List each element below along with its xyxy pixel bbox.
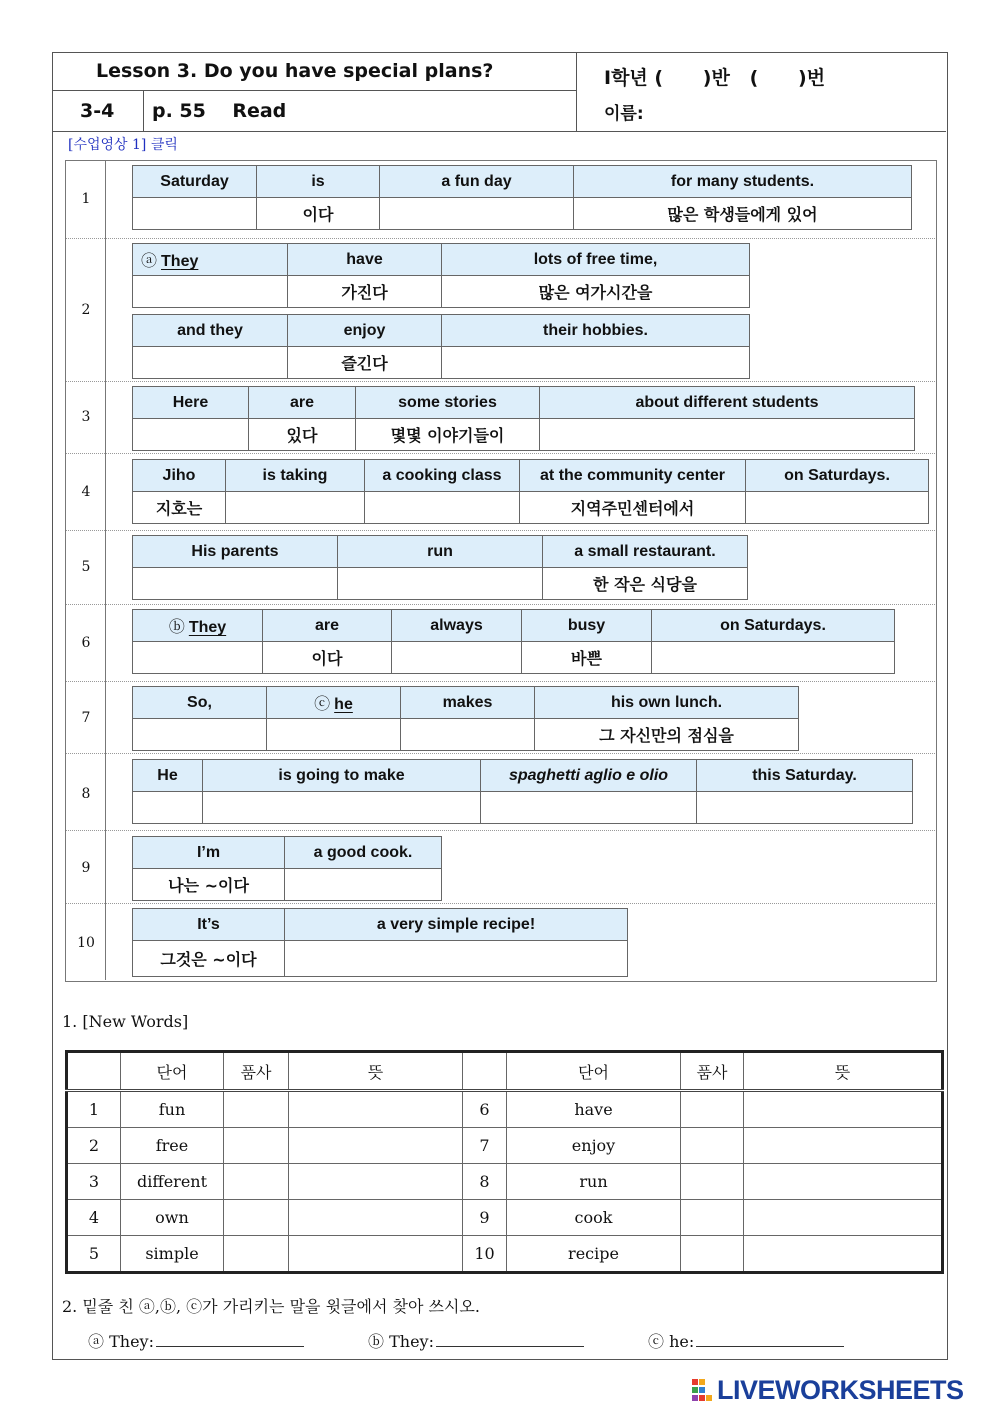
word: recipe — [507, 1236, 681, 1273]
pos-input[interactable] — [224, 1164, 289, 1200]
en-chunk: Here — [133, 387, 249, 419]
ko-chunk: 그것은 ~이다 — [133, 941, 285, 977]
meaning-input[interactable] — [289, 1164, 463, 1200]
ko-chunk: 많은 여가시간을 — [442, 276, 750, 308]
ko-answer-input[interactable] — [133, 347, 288, 379]
row-number: 5 — [81, 559, 91, 575]
en-chunk: I’m — [133, 837, 285, 869]
word: simple — [121, 1236, 224, 1273]
ko-answer-input[interactable] — [285, 941, 628, 977]
en-chunk: Jiho — [133, 460, 226, 492]
pos-input[interactable] — [224, 1200, 289, 1236]
en-chunk: busy — [522, 610, 652, 642]
ko-chunk: 지역주민센터에서 — [520, 492, 746, 524]
header-divider — [52, 90, 576, 91]
underlined-word: They — [188, 619, 227, 636]
word: fun — [121, 1091, 224, 1128]
liveworksheets-logo — [692, 1376, 990, 1404]
answer-c-input[interactable] — [696, 1332, 844, 1347]
word-number: 8 — [463, 1164, 507, 1200]
row-number: 10 — [77, 935, 95, 951]
en-chunk: makes — [401, 687, 535, 719]
ko-answer-input[interactable] — [338, 568, 543, 600]
word-number: 3 — [67, 1164, 121, 1200]
en-chunk: He — [133, 760, 203, 792]
ko-answer-input[interactable] — [365, 492, 520, 524]
table-row — [67, 1236, 943, 1273]
ko-chunk: 있다 — [249, 419, 356, 451]
en-chunk: their hobbies. — [442, 315, 750, 347]
words-header: 뜻 — [289, 1052, 463, 1091]
ko-chunk: 지호는 — [133, 492, 226, 524]
ko-chunk: 한 작은 식당을 — [543, 568, 748, 600]
en-chunk — [133, 610, 263, 642]
en-chunk: lots of free time, — [442, 244, 750, 276]
meaning-input[interactable] — [744, 1200, 943, 1236]
underlined-word: They — [161, 253, 199, 270]
ko-chunk: 바쁜 — [522, 642, 652, 674]
ko-answer-input[interactable] — [226, 492, 365, 524]
ko-answer-input[interactable] — [133, 719, 267, 751]
class-number-line: I학년 ( )반 ( )번 — [604, 67, 826, 89]
ko-chunk: 몇몇 이야기들이 — [356, 419, 540, 451]
ko-chunk: 이다 — [257, 198, 380, 230]
meaning-input[interactable] — [289, 1236, 463, 1273]
en-chunk: a small restaurant. — [543, 536, 748, 568]
sentence-grid-5 — [132, 535, 748, 600]
pos-input[interactable] — [681, 1164, 744, 1200]
marker-a: ⓐ — [141, 253, 158, 270]
table-row — [67, 1091, 943, 1128]
en-chunk: a good cook. — [285, 837, 442, 869]
ko-answer-input[interactable] — [285, 869, 442, 901]
sentence-grid-2b — [132, 314, 750, 379]
word: different — [121, 1164, 224, 1200]
ko-answer-input[interactable] — [481, 792, 697, 824]
en-chunk: for many students. — [574, 166, 912, 198]
en-chunk: It’s — [133, 909, 285, 941]
words-header — [67, 1052, 121, 1091]
en-chunk — [267, 687, 401, 719]
ko-answer-input[interactable] — [133, 419, 249, 451]
en-chunk: a very simple recipe! — [285, 909, 628, 941]
row-separator — [66, 530, 935, 531]
meaning-input[interactable] — [744, 1091, 943, 1128]
ko-answer-input[interactable] — [203, 792, 481, 824]
ko-answer-input[interactable] — [133, 792, 203, 824]
ko-answer-input[interactable] — [746, 492, 929, 524]
ko-answer-input[interactable] — [392, 642, 522, 674]
sentence-grid-2a — [132, 243, 750, 308]
name-label: 이름: — [604, 104, 644, 124]
word-number: 6 — [463, 1091, 507, 1128]
sentence-grid-4 — [132, 459, 929, 524]
sentence-grid-3 — [132, 386, 915, 451]
liveworksheets-logo-icon — [692, 1378, 714, 1402]
ko-answer-input[interactable] — [401, 719, 535, 751]
sentence-grid-10 — [132, 908, 628, 977]
row-number: 2 — [81, 302, 91, 318]
sentence-grid-8 — [132, 759, 913, 824]
header-section-divider — [143, 90, 144, 131]
ko-answer-input[interactable] — [380, 198, 574, 230]
row-number: 6 — [81, 635, 91, 651]
answer-b — [368, 1329, 584, 1352]
en-chunk: So, — [133, 687, 267, 719]
word-number: 10 — [463, 1236, 507, 1273]
underlined-word: he — [334, 696, 353, 713]
word: cook — [507, 1200, 681, 1236]
en-chunk: on Saturdays. — [652, 610, 895, 642]
en-chunk: enjoy — [288, 315, 442, 347]
header-bottom-line — [52, 131, 946, 132]
sentence-grid-1 — [132, 165, 912, 230]
answer-c — [648, 1329, 844, 1352]
marker-b: ⓑ — [168, 619, 185, 636]
header-vertical-line — [576, 52, 577, 131]
table-row — [67, 1128, 943, 1164]
table-row — [67, 1200, 943, 1236]
ko-answer-input[interactable] — [697, 792, 913, 824]
video-link[interactable]: [수업영상 1] 클릭 — [68, 137, 178, 153]
words-header: 품사 — [224, 1052, 289, 1091]
answer-a — [88, 1329, 304, 1352]
row-separator — [66, 604, 935, 605]
ko-answer-input[interactable] — [652, 642, 895, 674]
en-chunk: always — [392, 610, 522, 642]
row-number: 4 — [81, 484, 91, 500]
page-label: p. 55 Read — [152, 100, 287, 122]
table-row — [67, 1164, 943, 1200]
word: free — [121, 1128, 224, 1164]
pos-input[interactable] — [224, 1236, 289, 1273]
pos-input[interactable] — [224, 1091, 289, 1128]
meaning-input[interactable] — [289, 1200, 463, 1236]
en-chunk: at the community center — [520, 460, 746, 492]
ko-chunk: 이다 — [263, 642, 392, 674]
words-header: 단어 — [507, 1052, 681, 1091]
answer-b-label: ⓑ They: — [368, 1332, 434, 1351]
word-number: 1 — [67, 1091, 121, 1128]
en-chunk: on Saturdays. — [746, 460, 929, 492]
lesson-title: Lesson 3. Do you have special plans? — [96, 60, 494, 82]
question2-title: 2. 밑줄 친 ⓐ,ⓑ, ⓒ가 가리키는 말을 윗글에서 찾아 쓰시오. — [62, 1297, 480, 1316]
meaning-input[interactable] — [744, 1236, 943, 1273]
new-words-title: 1. [New Words] — [62, 1012, 189, 1031]
marker-c: ⓒ — [314, 696, 331, 713]
words-header — [463, 1052, 507, 1091]
meaning-input[interactable] — [289, 1128, 463, 1164]
en-chunk: some stories — [356, 387, 540, 419]
en-chunk: a cooking class — [365, 460, 520, 492]
row-number: 7 — [81, 710, 91, 726]
ko-answer-input[interactable] — [442, 347, 750, 379]
pos-input[interactable] — [681, 1091, 744, 1128]
row-separator — [66, 681, 935, 682]
row-number: 1 — [81, 191, 91, 207]
row-separator — [66, 753, 935, 754]
answer-c-label: ⓒ he: — [648, 1332, 695, 1351]
sentence-grid-7 — [132, 686, 799, 751]
ko-chunk: 그 자신만의 점심을 — [535, 719, 799, 751]
row-separator — [66, 903, 935, 904]
word: have — [507, 1091, 681, 1128]
meaning-input[interactable] — [744, 1128, 943, 1164]
section-number: 3-4 — [80, 100, 115, 122]
ko-chunk: 가진다 — [288, 276, 442, 308]
en-chunk: about different students — [540, 387, 915, 419]
ko-answer-input[interactable] — [133, 568, 338, 600]
sentence-grid-6 — [132, 609, 895, 674]
ko-answer-input[interactable] — [267, 719, 401, 751]
en-chunk: His parents — [133, 536, 338, 568]
en-chunk: are — [249, 387, 356, 419]
word-number: 7 — [463, 1128, 507, 1164]
answer-a-label: ⓐ They: — [88, 1332, 154, 1351]
pos-input[interactable] — [224, 1128, 289, 1164]
brand-text: LIVEWORKSHEETS — [717, 1374, 964, 1405]
en-chunk — [133, 244, 288, 276]
word-number: 2 — [67, 1128, 121, 1164]
en-chunk: spaghetti aglio e olio — [481, 760, 697, 792]
word-number: 5 — [67, 1236, 121, 1273]
words-header: 뜻 — [744, 1052, 943, 1091]
new-words-table — [65, 1050, 944, 1274]
ko-answer-input[interactable] — [133, 198, 257, 230]
word: run — [507, 1164, 681, 1200]
words-header: 단어 — [121, 1052, 224, 1091]
row-number: 8 — [81, 786, 91, 802]
en-chunk: have — [288, 244, 442, 276]
en-chunk: this Saturday. — [697, 760, 913, 792]
meaning-input[interactable] — [289, 1091, 463, 1128]
row-number: 9 — [81, 860, 91, 876]
en-chunk: is going to make — [203, 760, 481, 792]
answer-a-input[interactable] — [156, 1332, 304, 1347]
ko-answer-input[interactable] — [133, 276, 288, 308]
en-chunk: run — [338, 536, 543, 568]
row-number: 3 — [81, 409, 91, 425]
row-separator — [66, 381, 935, 382]
sentence-grid-9 — [132, 836, 442, 901]
ko-answer-input[interactable] — [133, 642, 263, 674]
meaning-input[interactable] — [744, 1164, 943, 1200]
ko-chunk: 많은 학생들에게 있어 — [574, 198, 912, 230]
en-chunk: Saturday — [133, 166, 257, 198]
en-chunk: are — [263, 610, 392, 642]
word-number: 9 — [463, 1200, 507, 1236]
en-chunk: his own lunch. — [535, 687, 799, 719]
pos-input[interactable] — [681, 1128, 744, 1164]
ko-chunk: 즐긴다 — [288, 347, 442, 379]
word-number: 4 — [67, 1200, 121, 1236]
ko-answer-input[interactable] — [540, 419, 915, 451]
pos-input[interactable] — [681, 1200, 744, 1236]
words-header: 품사 — [681, 1052, 744, 1091]
row-separator — [66, 238, 935, 239]
pos-input[interactable] — [681, 1236, 744, 1273]
en-chunk: is — [257, 166, 380, 198]
row-separator — [66, 453, 935, 454]
en-chunk: a fun day — [380, 166, 574, 198]
en-chunk: and they — [133, 315, 288, 347]
word: own — [121, 1200, 224, 1236]
en-chunk: is taking — [226, 460, 365, 492]
ko-chunk: 나는 ~이다 — [133, 869, 285, 901]
row-separator — [66, 830, 935, 831]
word: enjoy — [507, 1128, 681, 1164]
answer-b-input[interactable] — [436, 1332, 584, 1347]
